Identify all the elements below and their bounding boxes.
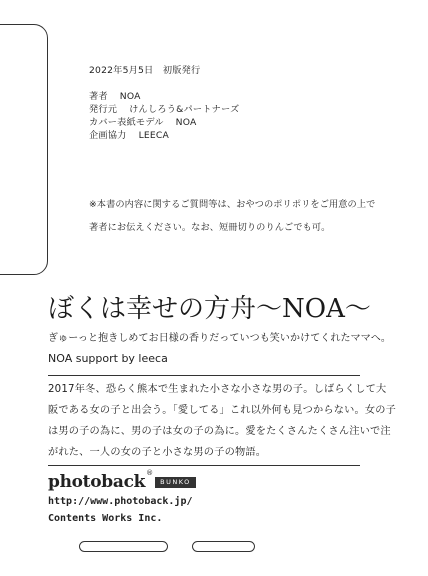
credit-row-planning (89, 129, 419, 142)
synopsis (48, 379, 397, 463)
divider-top (48, 375, 360, 376)
synopsis-line: 2017年冬、恐らく熊本で生まれた小さな小さな男の子。しばらくして大 (48, 384, 387, 395)
series-badge: BUNKO (155, 477, 196, 488)
support-line: NOA support by leeca (48, 352, 168, 365)
credit-role: 企画協力 (89, 130, 127, 141)
synopsis-line: がれた、一人の女の子と小さな男の子の物語。 (48, 447, 267, 458)
credit-role: 発行元 (89, 104, 118, 115)
credit-value: NOA (175, 117, 197, 128)
logo-wordmark: photoback (48, 472, 146, 492)
publisher-url[interactable]: http://www.photoback.jp/ (48, 496, 193, 507)
synopsis-line: 阪である女の子と出会う。「愛してる」これ以外何も見つからない。女の子 (48, 405, 397, 416)
notice-line: 著者にお伝えください。なお、短冊切りのりんごでも可。 (89, 222, 331, 233)
credit-row-cover-model (89, 116, 419, 129)
registered-mark: ® (146, 469, 154, 477)
credit-value: けんしろう&パートナーズ (129, 104, 240, 115)
divider-bottom (48, 465, 360, 466)
publisher-logo (48, 468, 196, 492)
binding-mark-right (192, 541, 255, 552)
colophon-info (89, 64, 419, 142)
credit-role: 著者 (89, 91, 108, 102)
credit-value: LEECA (138, 130, 169, 141)
credit-value: NOA (119, 91, 141, 102)
credit-role: カバー表紙モデル (89, 117, 164, 128)
book-subtitle: ぎゅーっと抱きしめてお日様の香りだっていつも笑いかけてくれたママへ。 (48, 333, 391, 344)
binding-mark-left (79, 541, 168, 552)
publication-date: 2022年5月5日 初版発行 (89, 65, 201, 76)
publisher-company: Contents Works Inc. (48, 513, 163, 524)
credit-row-author (89, 90, 419, 103)
inquiry-notice (89, 193, 419, 239)
credit-row-publisher (89, 103, 419, 116)
page-tab-outline (0, 24, 48, 275)
book-title: ぼくは幸せの方舟〜NOA〜 (48, 294, 371, 324)
notice-line: ※本書の内容に関するご質問等は、おやつのポリポリをご用意の上で (89, 199, 376, 210)
synopsis-line: は男の子の為に、男の子は女の子の為に。愛をたくさんたくさん注いで注 (48, 426, 391, 437)
